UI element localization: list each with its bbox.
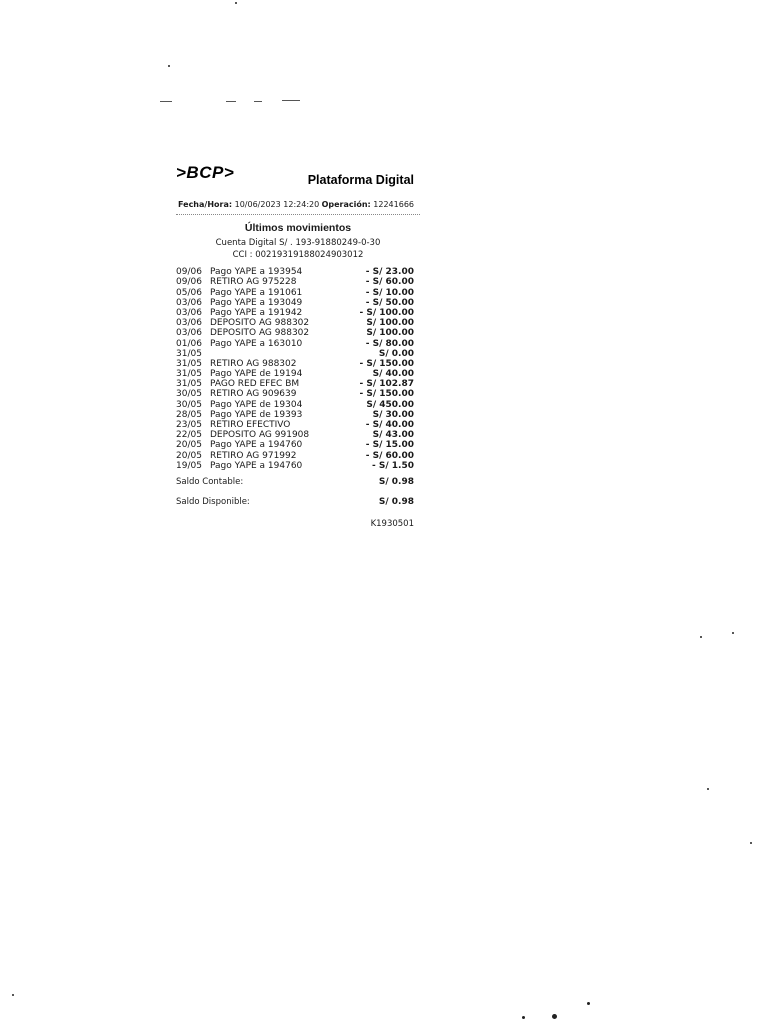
transaction-date: 31/05	[176, 348, 202, 359]
transaction-row	[176, 359, 420, 369]
transaction-date: 30/05	[176, 399, 202, 410]
transaction-date: 05/06	[176, 287, 202, 298]
transaction-description: Pago YAPE a 194760	[210, 440, 303, 451]
saldo-disponible	[176, 497, 420, 517]
transaction-date: 03/06	[176, 318, 202, 329]
transaction-list	[176, 267, 420, 471]
transaction-date: 31/05	[176, 358, 202, 369]
transaction-amount: S/ 40.00	[372, 369, 414, 380]
transaction-date: 03/06	[176, 307, 202, 318]
transaction-amount: S/ 30.00	[372, 409, 414, 420]
transaction-amount: - S/ 102.87	[359, 379, 414, 390]
receipt	[176, 163, 420, 529]
scan-speck	[12, 994, 14, 996]
transaction-description: RETIRO EFECTIVO	[210, 420, 291, 431]
transaction-description: Pago YAPE a 193954	[210, 267, 303, 278]
transaction-date: 20/05	[176, 440, 202, 451]
transaction-row	[176, 277, 420, 287]
transaction-amount: - S/ 10.00	[365, 287, 414, 298]
operacion	[322, 200, 414, 210]
transaction-description: RETIRO AG 971992	[210, 450, 297, 461]
bcp-logo: >BCP>	[176, 163, 235, 182]
transaction-amount: - S/ 150.00	[359, 389, 414, 400]
transaction-amount: - S/ 60.00	[365, 277, 414, 288]
transaction-row	[176, 288, 420, 298]
saldo-contable-label: Saldo Contable:	[176, 476, 244, 487]
scan-speck	[700, 636, 702, 638]
scan-speck	[168, 65, 170, 67]
transaction-description: Pago YAPE de 19194	[210, 369, 303, 380]
transaction-description: Pago YAPE a 191942	[210, 307, 303, 318]
scan-speck	[732, 632, 734, 634]
transaction-row	[176, 420, 420, 430]
transaction-description: DEPOSITO AG 988302	[210, 328, 310, 339]
scan-mark	[254, 101, 262, 102]
transaction-description: PAGO RED EFEC BM	[210, 379, 300, 390]
transaction-date: 03/06	[176, 297, 202, 308]
fecha-hora	[178, 200, 319, 210]
scan-speck	[750, 842, 752, 844]
transaction-amount: - S/ 100.00	[359, 307, 414, 318]
transaction-description: RETIRO AG 975228	[210, 277, 297, 288]
transaction-date: 23/05	[176, 420, 202, 431]
transaction-description: DEPOSITO AG 991908	[210, 430, 310, 441]
transaction-row	[176, 328, 420, 338]
scan-mark	[282, 100, 300, 101]
transaction-date: 09/06	[176, 277, 202, 288]
scan-mark	[226, 101, 236, 102]
transaction-amount: - S/ 1.50	[372, 460, 414, 471]
transaction-description: Pago YAPE a 194760	[210, 460, 303, 471]
transaction-amount: - S/ 15.00	[365, 440, 414, 451]
transaction-amount: - S/ 23.00	[365, 267, 414, 278]
transaction-description: Pago YAPE a 191061	[210, 287, 303, 298]
fecha-value: 10/06/2023 12:24:20	[234, 200, 320, 209]
meta-line	[176, 200, 420, 212]
transaction-date: 19/05	[176, 460, 202, 471]
transaction-row	[176, 451, 420, 461]
transaction-row	[176, 369, 420, 379]
scan-speck	[707, 788, 709, 790]
transaction-amount: - S/ 60.00	[365, 450, 414, 461]
transaction-description: Pago YAPE a 163010	[210, 338, 303, 349]
saldo-disponible-label: Saldo Disponible:	[176, 496, 250, 507]
transaction-amount: S/ 43.00	[372, 430, 414, 441]
transaction-amount: - S/ 50.00	[365, 297, 414, 308]
transaction-row	[176, 298, 420, 308]
transaction-row	[176, 318, 420, 328]
transaction-amount: S/ 450.00	[366, 399, 414, 410]
transaction-row	[176, 379, 420, 389]
transaction-row	[176, 339, 420, 349]
account-number: Cuenta Digital S/ . 193-91880249-0-30	[215, 238, 381, 249]
saldo-contable-value: S/ 0.98	[378, 476, 414, 487]
transaction-date: 03/06	[176, 328, 202, 339]
transaction-description: Pago YAPE a 193049	[210, 297, 303, 308]
transaction-row	[176, 349, 420, 359]
operacion-label: Operación:	[321, 200, 371, 209]
scan-speck	[552, 1014, 557, 1019]
transaction-description: Pago YAPE de 19304	[210, 399, 303, 410]
transaction-description: RETIRO AG 988302	[210, 358, 297, 369]
transaction-row	[176, 430, 420, 440]
transaction-date: 20/05	[176, 450, 202, 461]
section-title: Últimos movimientos	[244, 222, 352, 234]
transaction-description: RETIRO AG 909639	[210, 389, 297, 400]
transaction-row	[176, 461, 420, 471]
transaction-row	[176, 308, 420, 318]
scan-mark	[160, 101, 172, 102]
transaction-description: DEPOSITO AG 988302	[210, 318, 310, 329]
app-name: Plataforma Digital	[307, 173, 414, 187]
transaction-row	[176, 267, 420, 277]
transaction-amount: - S/ 150.00	[359, 358, 414, 369]
scan-speck	[587, 1002, 590, 1005]
transaction-row	[176, 410, 420, 420]
divider	[176, 214, 420, 215]
transaction-description: Pago YAPE de 19393	[210, 409, 303, 420]
transaction-row	[176, 389, 420, 399]
cci-number: CCI : 00219319188024903012	[232, 250, 364, 261]
transaction-row	[176, 400, 420, 410]
saldo-disponible-value: S/ 0.98	[378, 496, 414, 507]
reference-code: K1930501	[370, 518, 414, 529]
operacion-value: 12241666	[373, 200, 414, 209]
transaction-date: 31/05	[176, 369, 202, 380]
transaction-date: 09/06	[176, 267, 202, 278]
transaction-amount: - S/ 80.00	[365, 338, 414, 349]
receipt-header	[176, 163, 420, 198]
transaction-amount: S/ 100.00	[366, 318, 414, 329]
fecha-label: Fecha/Hora:	[178, 200, 233, 209]
transaction-date: 22/05	[176, 430, 202, 441]
transaction-amount: - S/ 40.00	[365, 420, 414, 431]
scan-speck	[522, 1016, 525, 1019]
transaction-amount: S/ 0.00	[378, 348, 414, 359]
transaction-amount: S/ 100.00	[366, 328, 414, 339]
transaction-date: 30/05	[176, 389, 202, 400]
transaction-row	[176, 440, 420, 450]
transaction-date: 01/06	[176, 338, 202, 349]
scan-speck	[235, 2, 237, 4]
transaction-date: 31/05	[176, 379, 202, 390]
saldo-contable	[176, 477, 420, 497]
transaction-date: 28/05	[176, 409, 202, 420]
